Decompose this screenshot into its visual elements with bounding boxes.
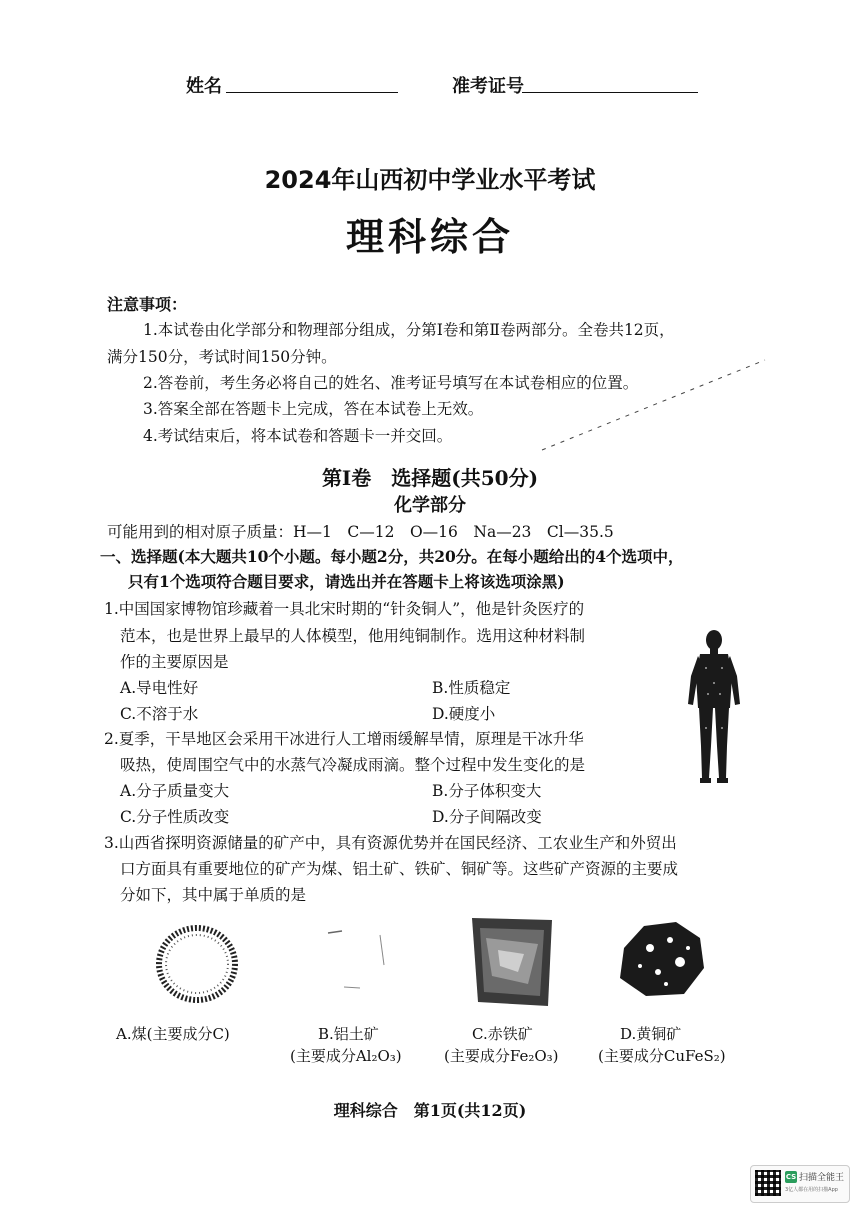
q2-option-d: D.分子间隔改变 (432, 808, 542, 826)
notes-heading: 注意事项： (107, 295, 188, 314)
q2-stem: 2.夏季，干旱地区会采用干冰进行人工增雨缓解旱情，原理是干冰升华 (104, 730, 584, 748)
q3-stem: 分如下，其中属于单质的是 (120, 886, 307, 904)
q2-option-a: A.分子质量变大 (120, 782, 230, 800)
coal-image (150, 920, 245, 1008)
exam-title: 理科综合 (345, 215, 514, 259)
q1-option-c: C.不溶于水 (120, 705, 199, 723)
exam-id-label: 准考证号 (452, 76, 524, 97)
exam-subtitle: 2024年山西初中学业水平考试 (264, 166, 596, 194)
name-label: 姓名 (186, 76, 222, 97)
q1-option-b: B.性质稳定 (432, 679, 511, 697)
q1-stem: 1.中国国家博物馆珍藏着一具北宋时期的“针灸铜人”，他是针灸医疗的 (104, 600, 585, 618)
atomic-masses: 可能用到的相对原子质量：H—1 C—12 O—16 Na—23 Cl—35.5 (107, 523, 614, 541)
q3-option-d-formula: (主要成分CuFeS₂) (598, 1047, 726, 1065)
q1-option-d: D.硬度小 (432, 705, 496, 723)
scanner-watermark-badge (750, 1165, 850, 1203)
note-item: 满分150分，考试时间150分钟。 (107, 348, 337, 366)
name-blank-line (226, 92, 398, 93)
q2-option-b: B.分子体积变大 (432, 782, 542, 800)
q2-option-c: C.分子性质改变 (120, 808, 230, 826)
q2-stem: 吸热，使周围空气中的水蒸气冷凝成雨滴。整个过程中发生变化的是 (120, 756, 586, 774)
exam-id-blank-line (522, 92, 698, 93)
q3-stem: 口方面具有重要地位的矿产为煤、铝土矿、铁矿、铜矿等。这些矿产资源的主要成 (120, 860, 679, 878)
q1-option-a: A.导电性好 (120, 679, 199, 697)
page-footer: 理科综合 第1页(共12页) (333, 1101, 527, 1120)
q3-option-c-formula: (主要成分Fe₂O₃) (444, 1047, 559, 1065)
note-item: 2.答卷前，考生务必将自己的姓名、准考证号填写在本试卷相应的位置。 (143, 374, 639, 392)
chalcopyrite-image (610, 918, 710, 1000)
q3-option-b: B.铝土矿 (318, 1025, 379, 1043)
q1-stem: 作的主要原因是 (120, 653, 229, 671)
instruction-line: 只有1个选项符合题目要求，请选出并在答题卡上将该选项涂黑) (128, 572, 565, 591)
q3-stem: 3.山西省探明资源储量的矿产中，具有资源优势并在国民经济、工农业生产和外贸出 (104, 834, 677, 852)
volume-heading: 第Ⅰ卷 选择题(共50分) (321, 466, 539, 490)
q3-option-b-formula: (主要成分Al₂O₃) (290, 1047, 402, 1065)
scan-artifact-line (540, 355, 770, 455)
scanner-app-tagline: 3亿人都在用的扫描App (785, 1187, 838, 1193)
hematite-image (468, 914, 556, 1009)
scanner-app-name: 扫描全能王 (799, 1173, 845, 1183)
bronze-acupuncture-figure-image (682, 628, 746, 786)
note-item: 4.考试结束后，将本试卷和答题卡一并交回。 (143, 427, 453, 445)
instruction-line: 一、选择题(本大题共10个小题。每小题2分，共20分。在每小题给出的4个选项中， (100, 547, 684, 566)
bauxite-image (320, 925, 392, 995)
part-heading: 化学部分 (394, 495, 466, 516)
note-item: 3.答案全部在答题卡上完成，答在本试卷上无效。 (143, 400, 484, 418)
camscanner-logo-icon: CS (785, 1173, 797, 1181)
q3-option-a: A.煤(主要成分C) (116, 1025, 230, 1043)
qr-code-icon (755, 1170, 781, 1196)
note-item: 1.本试卷由化学部分和物理部分组成，分第Ⅰ卷和第Ⅱ卷两部分。全卷共12页， (143, 321, 675, 339)
q3-option-c: C.赤铁矿 (472, 1025, 533, 1043)
q1-stem: 范本，也是世界上最早的人体模型，他用纯铜制作。选用这种材料制 (120, 627, 586, 645)
q3-option-d: D.黄铜矿 (620, 1025, 682, 1043)
